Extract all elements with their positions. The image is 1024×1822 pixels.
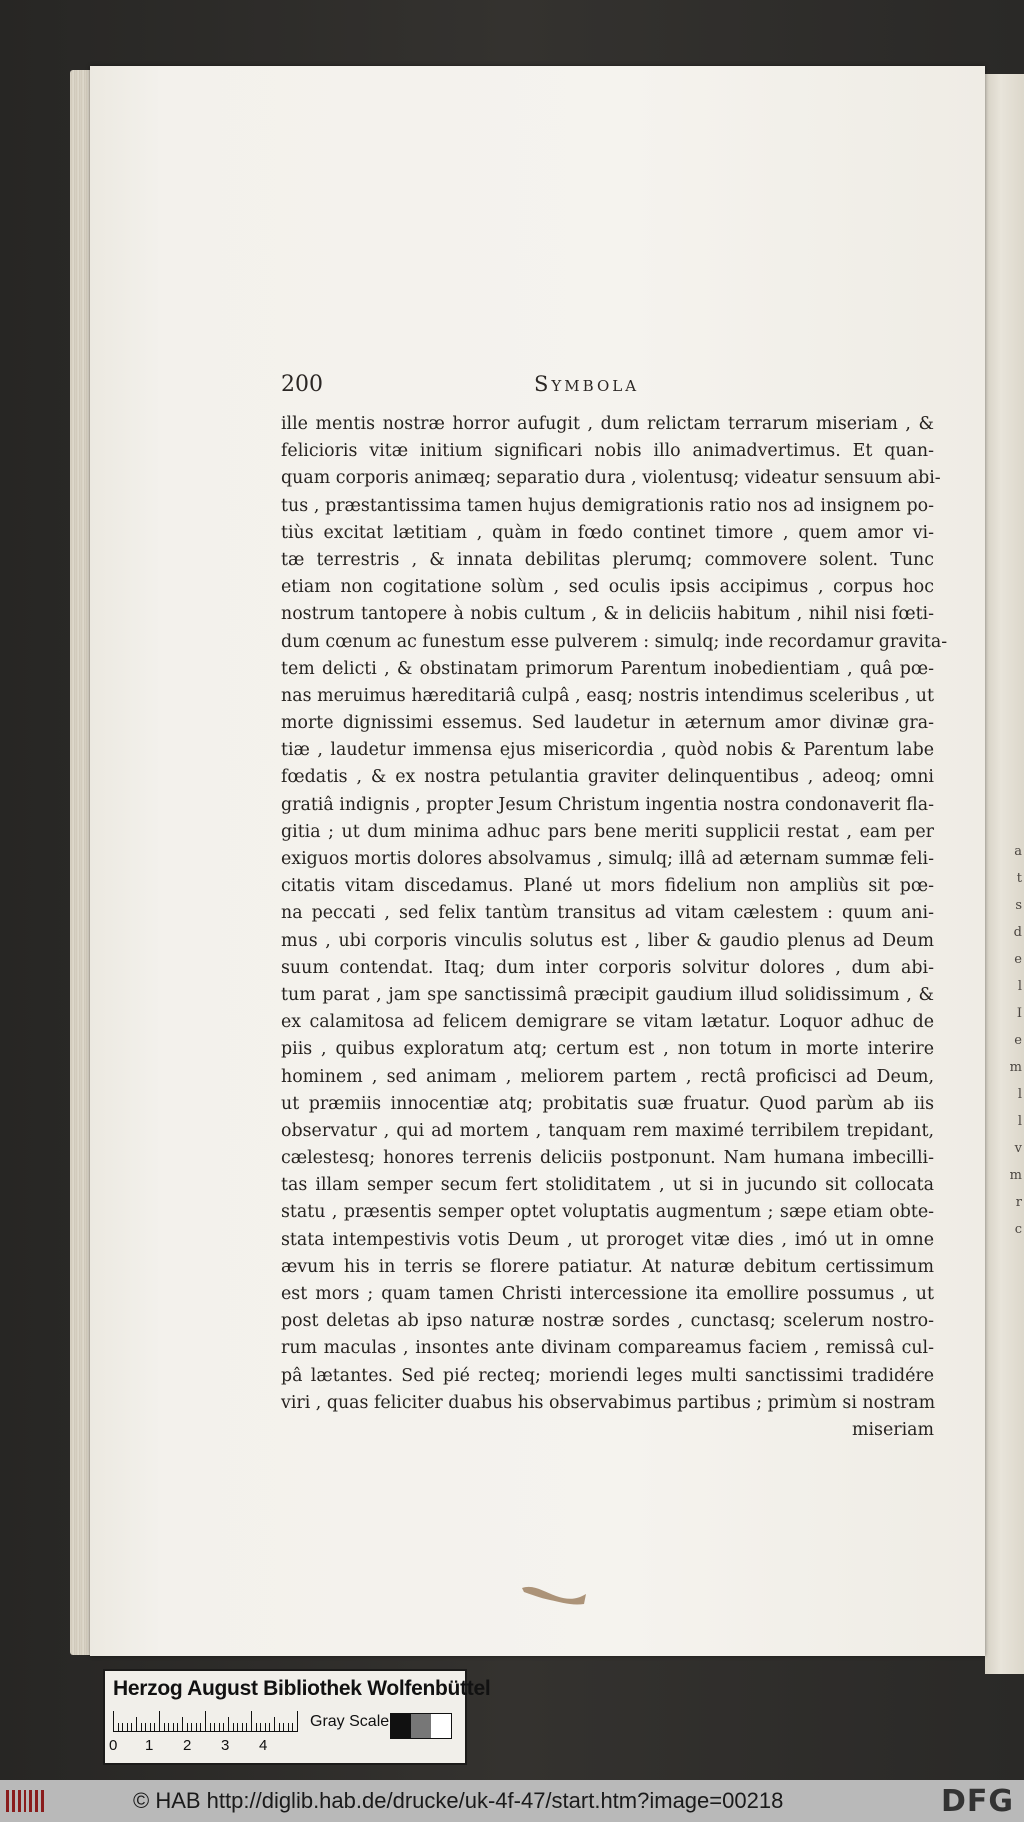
ruler-tick [113, 1711, 114, 1731]
facing-page-letter: I [1016, 1006, 1022, 1021]
facing-page-letter: e [1014, 952, 1022, 967]
ruler-tick [196, 1723, 197, 1731]
page-header [281, 372, 941, 406]
facing-page-letter: l [1017, 1114, 1022, 1129]
ruler-number: 4 [259, 1737, 268, 1754]
ruler-tick [127, 1723, 128, 1731]
ruler-tick [168, 1723, 169, 1731]
facing-page-letter: s [1015, 898, 1022, 913]
text-line: suum contendat. Itaq; dum inter corporis solvitur dolores , dum abi- [281, 957, 934, 978]
text-line: nas meruimus hæreditariâ culpâ , easq; nostris intendimus sceleribus , ut [281, 685, 934, 706]
ruler-tick [223, 1723, 224, 1731]
ruler-tick [136, 1717, 137, 1731]
ruler-tick [237, 1723, 238, 1731]
text-line: ævum his in terris se florere patiatur. At naturæ debitum certissimum [281, 1256, 934, 1277]
ruler-tick [182, 1717, 183, 1731]
ruler [113, 1709, 298, 1732]
facing-page-letter: e [1014, 1033, 1022, 1048]
text-line: viri , quas feliciter duabus his observabimus partibus ; primùm si nostram [281, 1392, 936, 1413]
ruler-tick [164, 1723, 165, 1731]
text-line: observatur , qui ad mortem , tanquam rem maximé terribilem trepidant, [281, 1120, 934, 1141]
text-line: stata intempestivis votis Deum , ut proroget vitæ dies , imó ut in omne [281, 1229, 934, 1250]
ruler-tick [177, 1723, 178, 1731]
text-line: tas illam semper secum fert stoliditatem , ut si in jucundo sit collocata [281, 1175, 934, 1196]
dfg-logo: DFG [940, 1784, 1014, 1819]
ruler-tick [118, 1723, 119, 1731]
ruler-tick [131, 1723, 132, 1731]
text-line: tus , præstantissima tamen hujus demigrationis ratio nos ad insignem po- [281, 495, 934, 516]
text-line: felicioris vitæ initium significari nobis illo animadvertimus. Et quan- [281, 441, 934, 462]
facing-page-letter: m [1009, 1168, 1022, 1183]
facing-page-edge [985, 74, 1024, 1674]
facing-page-letter: l [1017, 1087, 1022, 1102]
ruler-tick [297, 1711, 298, 1731]
text-line: piis , quibus exploratum atq; certum est , non totum in morte interire [281, 1039, 934, 1060]
ruler-tick [173, 1723, 174, 1731]
text-line: fœdatis , & ex nostra petulantia graviter delinquentibus , adeoq; omni [281, 767, 934, 788]
ruler-tick [159, 1711, 160, 1731]
ruler-tick [260, 1723, 261, 1731]
text-line: ex calamitosa ad felicem demigrare se vitam lætatur. Loquor adhuc de [281, 1012, 934, 1033]
facing-page-letter: t [1016, 871, 1022, 886]
gray-scale-label: Gray Scale [310, 1713, 390, 1730]
ruler-tick [233, 1723, 234, 1731]
text-line: mus , ubi corporis vinculis solutus est , liber & gaudio plenus ad Deum [281, 930, 934, 951]
ruler-number: 3 [221, 1737, 230, 1754]
facing-page-letter: r [1015, 1195, 1022, 1210]
ruler-number: 0 [109, 1737, 118, 1754]
text-line: quam corporis animæq; separatio dura , violentusq; videatur sensuum abi- [281, 468, 941, 489]
ruler-tick [122, 1723, 123, 1731]
ruler-tick [214, 1723, 215, 1731]
text-line: rum maculas , insontes ante divinam compareamus faciem , remissâ cul- [281, 1338, 934, 1359]
ruler-tick [256, 1723, 257, 1731]
text-line: exiguos mortis dolores absolvamus , simulq; illâ ad æternam summæ feli- [281, 849, 934, 869]
text-line: tum parat , jam spe sanctissimâ præcipit gaudium illud solidissimum , & [281, 984, 934, 1005]
copyright-url[interactable]: © HAB http://diglib.hab.de/drucke/uk-4f-47/start.htm?image=00218 [133, 1788, 784, 1813]
running-title: Symbola [534, 372, 640, 396]
library-title: Herzog August Bibliothek Wolfenbüttel [113, 1677, 491, 1700]
text-line: tiæ , laudetur immensa ejus misericordia , quòd nobis & Parentum labe [281, 740, 934, 761]
ruler-tick [274, 1717, 275, 1731]
text-line: citatis vitam discedamus. Plané ut mors fidelium non ampliùs sit pœ- [281, 876, 934, 897]
catchword: miseriam [851, 1419, 934, 1440]
gray-scale-swatch [390, 1713, 452, 1739]
text-line: pâ lætantes. Sed pié recteq; moriendi leges multi sanctissimi tradidére [281, 1365, 934, 1386]
text-line: statu , præsentis semper optet voluptatis augmentum ; sæpe etiam obte- [281, 1202, 934, 1223]
text-line: etiam non cogitatione solùm , sed oculis ipsis accipimus , corpus hoc [281, 577, 934, 598]
text-line: hominem , sed animam , meliorem partem , rectâ proficisci ad Deum, [281, 1066, 934, 1087]
ruler-tick [242, 1723, 243, 1731]
ruler-tick [219, 1723, 220, 1731]
paper-stain [520, 1582, 590, 1608]
page-number: 200 [281, 372, 323, 397]
footer-bar [0, 1780, 1024, 1822]
facing-page-letter: d [1013, 925, 1022, 940]
text-line: nostrum tantopere à nobis cultum , & in deliciis habitum , nihil nisi fœti- [281, 604, 934, 625]
text-line: tem delicti , & obstinatam primorum Parentum inobedientiam , quâ pœ- [281, 658, 934, 679]
facing-page-letter: v [1014, 1141, 1022, 1156]
text-line: tæ terrestris , & innata debilitas plerumq; commovere solent. Tunc [281, 549, 934, 570]
text-line: tiùs excitat lætitiam , quàm in fœdo continet timore , quem amor vi- [281, 522, 934, 543]
ruler-tick [246, 1723, 247, 1731]
ruler-tick [210, 1723, 211, 1731]
text-line: dum cœnum ac funestum esse pulverem : simulq; inde recordamur gravita- [281, 631, 948, 652]
library-label [103, 1669, 491, 1765]
ruler-tick [187, 1723, 188, 1731]
ruler-tick [150, 1723, 151, 1731]
facing-page-letter: l [1017, 979, 1022, 994]
ruler-tick [205, 1711, 206, 1731]
text-line: gitia ; ut dum minima adhuc pars bene meriti supplicii restat , eam per [281, 821, 934, 842]
text-line: ille mentis nostræ horror aufugit , dum relictam terrarum miseriam , & [281, 414, 934, 434]
text-line: ut præmiis innocentiæ atq; probitatis suæ fruatur. Quod parùm ab iis [281, 1093, 934, 1114]
ruler-tick [228, 1717, 229, 1731]
text-line: est mors ; quam tamen Christi intercessione ita emollire possumus , ut [281, 1284, 934, 1304]
text-line: post deletas ab ipso naturæ nostræ sordes , cunctasq; scelerum nostro- [281, 1311, 934, 1332]
ruler-tick [200, 1723, 201, 1731]
ruler-tick [141, 1723, 142, 1731]
ruler-tick [269, 1723, 270, 1731]
ruler-number: 2 [183, 1737, 192, 1754]
ruler-tick [265, 1723, 266, 1731]
facing-page-letter: m [1009, 1060, 1022, 1075]
text-line: morte dignissimi essemus. Sed laudetur in æternum amor divinæ gra- [281, 713, 934, 734]
facing-page-letter: c [1014, 1222, 1022, 1237]
ruler-tick [145, 1723, 146, 1731]
ruler-tick [279, 1723, 280, 1731]
facing-page-letter: a [1014, 844, 1022, 859]
text-line: gratiâ indignis , propter Jesum Christum ingentia nostra condonaverit fla- [281, 794, 934, 815]
body-text [281, 411, 948, 1444]
barcode-icon [6, 1790, 44, 1812]
ruler-tick [292, 1723, 293, 1731]
text-line: na peccati , sed felix tantùm transitus ad vitam cælestem : quum ani- [281, 903, 934, 924]
ruler-number: 1 [145, 1737, 154, 1754]
ruler-tick [154, 1723, 155, 1731]
ruler-tick [191, 1723, 192, 1731]
ruler-tick [283, 1723, 284, 1731]
text-line: cælestesq; honores terrenis deliciis postponunt. Nam humana imbecilli- [281, 1148, 934, 1169]
ruler-tick [251, 1711, 252, 1731]
ruler-tick [288, 1723, 289, 1731]
